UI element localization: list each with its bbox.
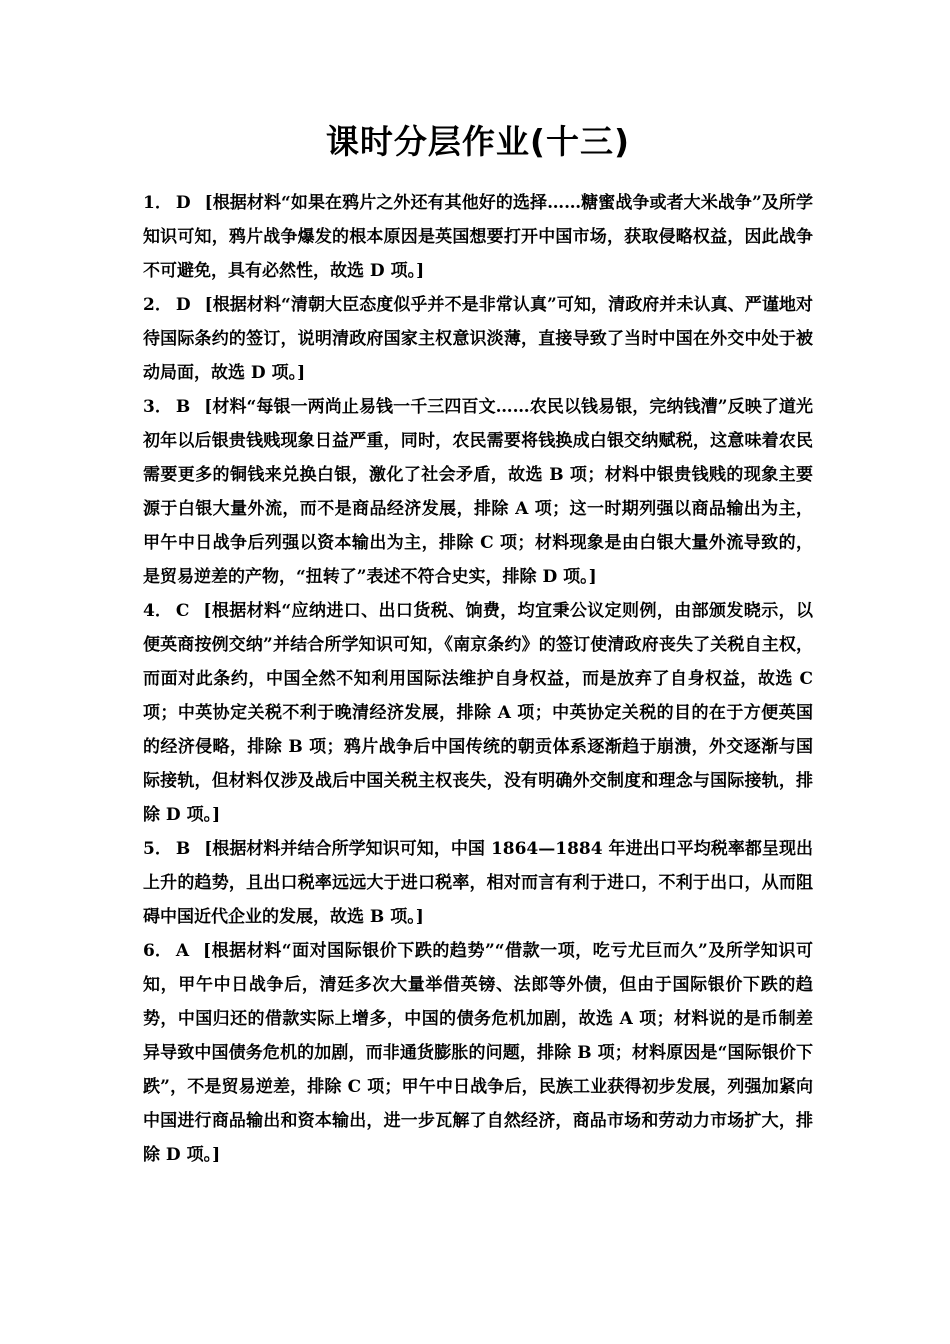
answer-explanation: [根据材料并结合所学知识可知，中国 1864—1884 年进出口平均税率都呈现出上升的趋势，且出口税率远远大于进口税率，相对而言有利于进口，不利于出口，从而阻碍中国近代企业的发展，故选 B 项。] [143, 839, 813, 927]
answer-explanation: [根据材料“应纳进口、出口货税、饷费，均宜秉公议定则例，由部颁发晓示，以便英商按例交纳”并结合所学知识可知，《南京条约》的签订使清政府丧失了关税自主权，而面对此条约，中国全然不知利用国际法维护自身权益，而是放弃了自身权益，故选 C 项；中英协定关税不利于晚清经济发展，排除 A 项；中英协定关税的目的在于方便英国的经济侵略，排除 B 项；鸦片战争后中国传统的朝贡体系逐渐趋于崩溃，外交逐渐与国际接轨，但材料仅涉及战后中国关税主权丧失，没有明确外交制度和理念与国际接轨，排除 D 项。] [143, 601, 813, 825]
answer-letter: D [175, 193, 191, 213]
answer-5 [143, 832, 813, 934]
answer-number: 3． [143, 397, 172, 417]
answer-1 [143, 186, 813, 288]
answer-number: 1． [143, 193, 172, 213]
answer-2 [143, 288, 813, 390]
answer-number: 4． [143, 601, 172, 621]
answer-letter: D [175, 295, 191, 315]
page-title: 课时分层作业(十三) [325, 122, 631, 161]
answer-explanation: [根据材料“面对国际银价下跌的趋势”“借款一项，吃亏尤巨而久”及所学知识可知，甲午中日战争后，清廷多次大量举借英镑、法郎等外债，但由于国际银价下跌的趋势，中国归还的借款实际上增多，中国的债务危机加剧，故选 A 项；材料说的是币制差异导致中国债务危机的加剧，而非通货膨胀的问题，排除 B 项；材料原因是“国际银价下跌”，不是贸易逆差，排除 C 项；甲午中日战争后，民族工业获得初步发展，列强加紧向中国进行商品输出和资本输出，进一步瓦解了自然经济，商品市场和劳动力市场扩大，排除 D 项。] [143, 941, 813, 1165]
answer-number: 5． [143, 839, 172, 859]
answer-number: 6． [143, 941, 172, 961]
answer-6 [143, 934, 813, 1172]
answer-letter: B [175, 839, 191, 859]
answer-3 [143, 390, 813, 594]
answer-explanation: [根据材料“如果在鸦片之外还有其他好的选择……糖蜜战争或者大米战争”及所学知识可知，鸦片战争爆发的根本原因是英国想要打开中国市场，获取侵略权益，因此战争不可避免，具有必然性，故选 D 项。] [143, 193, 813, 281]
answer-explanation: [根据材料“清朝大臣态度似乎并不是非常认真”可知，清政府并未认真、严谨地对待国际条约的签订，说明清政府国家主权意识淡薄，直接导致了当时中国在外交中处于被动局面，故选 D 项。] [143, 295, 813, 383]
document-page [143, 120, 813, 1172]
answer-explanation: [材料“每银一两尚止易钱一千三四百文……农民以钱易银，完纳钱漕”反映了道光初年以后银贵钱贱现象日益严重，同时，农民需要将钱换成白银交纳赋税，这意味着农民需要更多的铜钱来兑换白银，激化了社会矛盾，故选 B 项；材料中银贵钱贱的现象主要源于白银大量外流，而不是商品经济发展，排除 A 项；这一时期列强以商品输出为主，甲午中日战争后列强以资本输出为主，排除 C 项；材料现象是由白银大量外流导致的，是贸易逆差的产物，“扭转了”表述不符合史实，排除 D 项。] [143, 397, 813, 587]
answer-4 [143, 594, 813, 832]
answer-letter: C [175, 601, 190, 621]
answer-number: 2． [143, 295, 172, 315]
answer-letter: B [175, 397, 191, 417]
answer-letter: A [175, 941, 190, 961]
